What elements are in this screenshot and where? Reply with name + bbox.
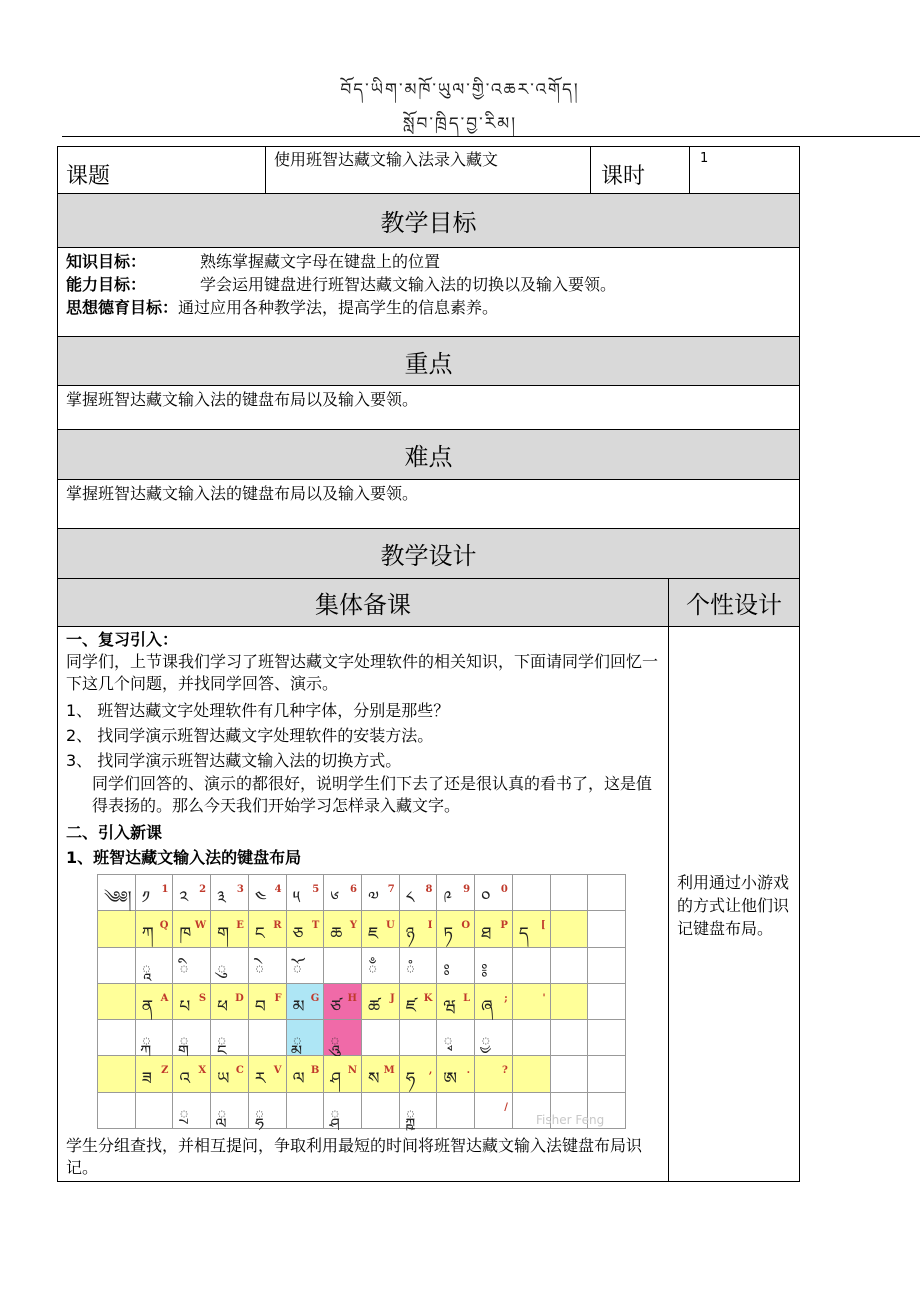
header-line-1: བོད་ཡིག་མཁོ་ཡུལ་གྱི་འཆར་འགོད། <box>340 80 580 100</box>
key-tibetan-glyph: ྴ <box>330 1105 340 1126</box>
design-title: 教学设计 <box>380 542 477 570</box>
keyboard-key <box>513 948 551 984</box>
key-tibetan-glyph: ཚ <box>368 996 381 1017</box>
keyboard-key <box>588 1020 626 1056</box>
collective-title: 集体备课 <box>315 591 411 619</box>
keyboard-key <box>400 984 438 1020</box>
keyboard-key <box>173 984 211 1020</box>
objectives-title: 教学目标 <box>380 209 477 237</box>
keyboard-layout-grid <box>97 874 626 1129</box>
keyboard-key <box>551 911 589 947</box>
key-tibetan-glyph: ཨ <box>443 1069 458 1090</box>
subsection-title: 1、班智达藏文输入法的键盘布局 <box>66 848 302 867</box>
key-point-body <box>57 385 800 430</box>
keyboard-key <box>551 984 589 1020</box>
key-tibetan-glyph: ཀ <box>141 924 154 945</box>
key-latin-label: R <box>273 920 282 932</box>
keyboard-key <box>362 1093 400 1129</box>
keyboard-key <box>324 911 362 947</box>
collective-heading <box>57 578 669 627</box>
keyboard-key <box>513 984 551 1020</box>
key-latin-label: O <box>461 920 471 932</box>
key-latin-label: D <box>235 992 244 1004</box>
key-tibetan-glyph: ཐ <box>481 924 492 945</box>
key-latin-label: Z <box>161 1065 169 1077</box>
key-tibetan-glyph: ༄༅། <box>104 888 132 908</box>
difficulty-body <box>57 479 800 529</box>
key-tibetan-glyph: ྒ <box>179 1033 189 1054</box>
key-tibetan-glyph: ༥ <box>292 888 301 908</box>
topic-value: 使用班智达藏文输入法录入藏文 <box>274 150 499 169</box>
objective-ability <box>66 274 616 296</box>
keyboard-key <box>475 1020 513 1056</box>
objective-moral-label: 思想德育目标： <box>66 298 179 317</box>
keyboard-key <box>173 1020 211 1056</box>
key-latin-label: B <box>310 1065 320 1077</box>
key-tibetan-glyph: ༩ <box>443 888 453 908</box>
key-tibetan-glyph: ༣ <box>217 888 226 908</box>
objective-knowledge <box>66 251 440 273</box>
hours-value-cell <box>689 146 800 194</box>
keyboard-key <box>287 1020 325 1056</box>
keyboard-key <box>362 911 400 947</box>
keyboard-key <box>136 911 174 947</box>
personal-body <box>668 626 800 1182</box>
key-tibetan-glyph: ཛ <box>405 996 417 1017</box>
key-latin-label: 6 <box>350 884 357 895</box>
key-tibetan-glyph: ྭ <box>443 1033 453 1054</box>
key-tibetan-glyph: ཙ <box>330 996 342 1017</box>
header-line-2: སློབ་ཁྲིད་བྱ་རིམ། <box>402 114 518 134</box>
key-latin-label: 4 <box>274 884 282 895</box>
keyboard-key <box>173 911 211 947</box>
keyboard-key <box>249 911 287 947</box>
key-tibetan-glyph: ཱ <box>141 960 152 981</box>
keyboard-key <box>362 875 400 911</box>
objective-ability-text: 学会运用键盘进行班智达藏文输入法的切换以及输入要领。 <box>200 275 617 294</box>
keyboard-key <box>437 1093 475 1129</box>
key-latin-label: K <box>423 992 433 1004</box>
key-tibetan-glyph: ད <box>518 924 529 945</box>
key-tibetan-glyph: ཅ <box>292 924 304 945</box>
key-latin-label: W <box>194 920 207 932</box>
section1-title: 一、复习引入： <box>66 630 179 649</box>
key-latin-label: ? <box>501 1065 508 1077</box>
keyboard-key <box>588 948 626 984</box>
keyboard-key <box>475 948 513 984</box>
key-tibetan-glyph: ྲ <box>179 1105 189 1126</box>
keyboard-key <box>588 984 626 1020</box>
objectives-body <box>57 247 800 337</box>
key-tibetan-glyph: ྱ <box>481 1033 491 1054</box>
key-latin-label: , <box>428 1065 433 1077</box>
keyboard-key <box>588 875 626 911</box>
key-tibetan-glyph: ཧ <box>405 1069 416 1090</box>
keyboard-key <box>211 1056 249 1092</box>
keyboard-key <box>437 984 475 1020</box>
keyboard-key <box>324 1056 362 1092</box>
key-latin-label: 3 <box>236 884 244 895</box>
keyboard-key <box>475 1093 513 1129</box>
key-latin-label: 5 <box>312 884 320 895</box>
key-tibetan-glyph: བ <box>254 996 266 1017</box>
key-point-title: 重点 <box>404 349 453 378</box>
keyboard-key <box>437 1056 475 1092</box>
key-latin-label: [ <box>540 920 546 932</box>
keyboard-key <box>588 911 626 947</box>
keyboard-key <box>475 875 513 911</box>
keyboard-key <box>249 875 287 911</box>
keyboard-key <box>551 1020 589 1056</box>
keyboard-key <box>513 911 551 947</box>
key-tibetan-glyph: ུ <box>217 960 227 981</box>
keyboard-key <box>98 948 136 984</box>
key-tibetan-glyph: ཝ <box>443 996 457 1017</box>
keyboard-key <box>324 875 362 911</box>
personal-note: 利用通过小游戏的方式让他们识记键盘布局。 <box>677 873 790 938</box>
difficulty-text: 掌握班智达藏文输入法的键盘布局以及输入要领。 <box>66 484 419 503</box>
key-tibetan-glyph: ོ <box>292 960 302 981</box>
keyboard-key <box>400 948 438 984</box>
key-tibetan-glyph: ང <box>254 924 265 945</box>
objective-moral-text: 通过应用各种教学法，提高学生的信息素养。 <box>178 298 499 317</box>
key-tibetan-glyph: ཆ <box>330 924 343 945</box>
key-latin-label: X <box>198 1065 207 1077</box>
keyboard-key <box>437 875 475 911</box>
key-tibetan-glyph: ླ <box>217 1105 227 1126</box>
collective-body <box>57 626 669 1182</box>
keyboard-key <box>475 1056 513 1092</box>
key-point-heading <box>57 336 800 386</box>
key-tibetan-glyph: ཏ <box>443 924 454 945</box>
key-tibetan-glyph: ཡ <box>217 1069 230 1090</box>
keyboard-key <box>400 911 438 947</box>
key-latin-label: F <box>274 992 282 1004</box>
key-tibetan-glyph: ན <box>141 996 154 1017</box>
key-latin-label: 2 <box>199 884 207 895</box>
keyboard-key <box>551 948 589 984</box>
keyboard-key <box>287 911 325 947</box>
key-tibetan-glyph: ཟ <box>141 1069 152 1090</box>
keyboard-key <box>400 875 438 911</box>
key-tibetan-glyph: ༠ <box>481 888 491 908</box>
key-latin-label: H <box>347 992 357 1004</box>
keyboard-key <box>475 911 513 947</box>
key-latin-label: V <box>273 1065 282 1077</box>
topic-label: 课题 <box>66 164 111 189</box>
key-latin-label: / <box>504 1101 508 1113</box>
keyboard-key <box>249 1020 287 1056</box>
key-tibetan-glyph: ༢ <box>179 888 189 908</box>
keyboard-key <box>211 1020 249 1056</box>
keyboard-key <box>400 1093 438 1129</box>
section2-title: 二、引入新课 <box>66 823 163 842</box>
question-3: 3、 找同学演示班智达藏文输入法的切换方式。 <box>66 751 402 770</box>
keyboard-key <box>324 948 362 984</box>
keyboard-key <box>287 984 325 1020</box>
key-tibetan-glyph: པ <box>179 996 191 1017</box>
keyboard-key <box>173 1093 211 1129</box>
key-latin-label: T <box>311 920 320 932</box>
key-latin-label: S <box>198 992 207 1004</box>
keyboard-key <box>551 875 589 911</box>
keyboard-key <box>136 948 174 984</box>
key-latin-label: 0 <box>500 884 508 895</box>
keyboard-key <box>98 875 136 911</box>
keyboard-key <box>437 911 475 947</box>
key-latin-label: N <box>347 1065 357 1077</box>
keyboard-key <box>400 1020 438 1056</box>
keyboard-key <box>362 1056 400 1092</box>
keyboard-key <box>287 1056 325 1092</box>
keyboard-key <box>513 1020 551 1056</box>
key-tibetan-glyph: ༦ <box>330 888 340 908</box>
keyboard-key <box>98 1020 136 1056</box>
design-heading <box>57 528 800 579</box>
keyboard-key <box>211 984 249 1020</box>
keyboard-watermark: Fisher Feng <box>536 1113 605 1127</box>
keyboard-key <box>324 1093 362 1129</box>
key-tibetan-glyph: ཁ <box>179 924 192 945</box>
key-tibetan-glyph: ག <box>217 924 230 945</box>
keyboard-key <box>400 1056 438 1092</box>
praise-text: 同学们回答的、演示的都很好，说明学生们下去了还是很认真的看书了，这是值得表扬的。那么今天我们开始学习怎样录入藏文字。 <box>92 774 653 815</box>
keyboard-key <box>173 1056 211 1092</box>
keyboard-key <box>98 984 136 1020</box>
key-tibetan-glyph: ི <box>179 960 189 981</box>
keyboard-key <box>362 948 400 984</box>
objective-ability-label: 能力目标： <box>66 275 147 294</box>
key-latin-label: 7 <box>387 884 395 895</box>
key-tibetan-glyph: ྨ <box>292 1033 302 1054</box>
keyboard-key <box>211 1093 249 1129</box>
key-tibetan-glyph: ཇ <box>368 924 379 945</box>
key-tibetan-glyph: ༨ <box>405 888 415 908</box>
keyboard-key <box>249 948 287 984</box>
key-tibetan-glyph: ༧ <box>368 888 379 908</box>
key-latin-label: U <box>385 920 395 932</box>
keyboard-key <box>513 875 551 911</box>
key-tibetan-glyph: ༔ <box>481 960 488 981</box>
key-latin-label: Y <box>349 920 357 932</box>
key-tibetan-glyph: ྃ <box>368 960 378 981</box>
key-tibetan-glyph: ྔ <box>217 1033 227 1054</box>
objectives-heading <box>57 193 800 248</box>
personal-title: 个性设计 <box>686 591 782 619</box>
key-latin-label: J <box>389 992 395 1004</box>
keyboard-key <box>249 1056 287 1092</box>
keyboard-key <box>136 1056 174 1092</box>
keyboard-key <box>362 1020 400 1056</box>
difficulty-heading <box>57 429 800 480</box>
keyboard-key <box>249 984 287 1020</box>
key-tibetan-glyph: འ <box>179 1069 191 1090</box>
closing-text: 学生分组查找，并相互提问，争取利用最短的时间将班智达藏文输入法键盘布局识记。 <box>66 1136 643 1177</box>
key-latin-label: . <box>466 1065 471 1077</box>
key-tibetan-glyph: ཱུ <box>330 1033 340 1054</box>
hours-label-cell <box>590 146 690 194</box>
keyboard-key <box>173 948 211 984</box>
key-latin-label: P <box>500 920 508 932</box>
header-rule <box>62 136 920 137</box>
keyboard-key <box>211 911 249 947</box>
key-tibetan-glyph: ཕ <box>217 996 229 1017</box>
keyboard-key <box>136 1093 174 1129</box>
keyboard-key <box>324 1020 362 1056</box>
keyboard-key <box>287 948 325 984</box>
keyboard-key <box>211 948 249 984</box>
key-latin-label: L <box>463 992 471 1004</box>
keyboard-key <box>136 875 174 911</box>
keyboard-key <box>324 984 362 1020</box>
section1-intro: 同学们，上节课我们学习了班智达藏文字处理软件的相关知识，下面请同学们回忆一下这几个问题，并找同学回答、演示。 <box>66 652 659 693</box>
key-tibetan-glyph: ཞ <box>481 996 494 1017</box>
keyboard-key <box>287 1093 325 1129</box>
topic-value-cell <box>265 146 591 194</box>
key-tibetan-glyph: ལ <box>292 1069 305 1090</box>
key-tibetan-glyph: ྐྵ <box>405 1105 416 1126</box>
keyboard-key <box>588 1056 626 1092</box>
key-tibetan-glyph: ས <box>368 1069 380 1090</box>
question-2: 2、 找同学演示班智达藏文字处理软件的安装方法。 <box>66 726 434 745</box>
keyboard-key <box>136 1020 174 1056</box>
keyboard-key <box>136 984 174 1020</box>
key-latin-label: 9 <box>463 884 471 895</box>
key-tibetan-glyph: ཉ <box>405 924 415 945</box>
keyboard-key <box>98 1056 136 1092</box>
keyboard-key <box>437 948 475 984</box>
key-latin-label: ' <box>542 992 546 1004</box>
key-tibetan-glyph: ཾ <box>405 960 416 981</box>
hours-value: 1 <box>700 151 709 166</box>
key-latin-label: 8 <box>425 884 433 895</box>
question-1: 1、 班智达藏文字处理软件有几种字体，分别是那些？ <box>66 701 450 720</box>
personal-heading <box>668 578 800 627</box>
key-latin-label: M <box>383 1065 395 1077</box>
topic-label-cell <box>57 146 266 194</box>
keyboard-key <box>475 984 513 1020</box>
key-latin-label: G <box>310 992 320 1004</box>
key-latin-label: C <box>235 1065 244 1077</box>
key-latin-label: I <box>427 920 433 932</box>
key-tibetan-glyph: ༡ <box>141 888 150 908</box>
keyboard-key <box>551 1056 589 1092</box>
key-latin-label: ; <box>504 992 508 1004</box>
key-latin-label: E <box>236 920 244 932</box>
key-tibetan-glyph: ྐ <box>141 1033 152 1054</box>
key-latin-label: A <box>160 992 169 1004</box>
objective-knowledge-text: 熟练掌握藏文字母在键盘上的位置 <box>200 252 441 271</box>
keyboard-key <box>98 911 136 947</box>
keyboard-key <box>513 1056 551 1092</box>
objective-moral <box>66 297 498 319</box>
key-latin-label: 1 <box>161 884 169 895</box>
keyboard-key <box>437 1020 475 1056</box>
key-latin-label: Q <box>159 920 169 932</box>
keyboard-key <box>173 875 211 911</box>
key-tibetan-glyph: ཤ <box>330 1069 342 1090</box>
key-point-text: 掌握班智达藏文输入法的键盘布局以及输入要领。 <box>66 390 419 409</box>
key-tibetan-glyph: ྷ <box>254 1105 265 1126</box>
key-tibetan-glyph: མ <box>292 996 305 1017</box>
key-tibetan-glyph: ཿ <box>443 960 450 981</box>
keyboard-key <box>98 1093 136 1129</box>
keyboard-key <box>362 984 400 1020</box>
hours-label: 课时 <box>601 164 646 189</box>
keyboard-key <box>211 875 249 911</box>
keyboard-key <box>249 1093 287 1129</box>
objective-knowledge-label: 知识目标： <box>66 252 147 271</box>
key-tibetan-glyph: ེ <box>254 960 265 981</box>
keyboard-key <box>287 875 325 911</box>
difficulty-title: 难点 <box>404 443 453 471</box>
key-tibetan-glyph: ༤ <box>254 888 267 908</box>
key-tibetan-glyph: ར <box>254 1069 266 1090</box>
